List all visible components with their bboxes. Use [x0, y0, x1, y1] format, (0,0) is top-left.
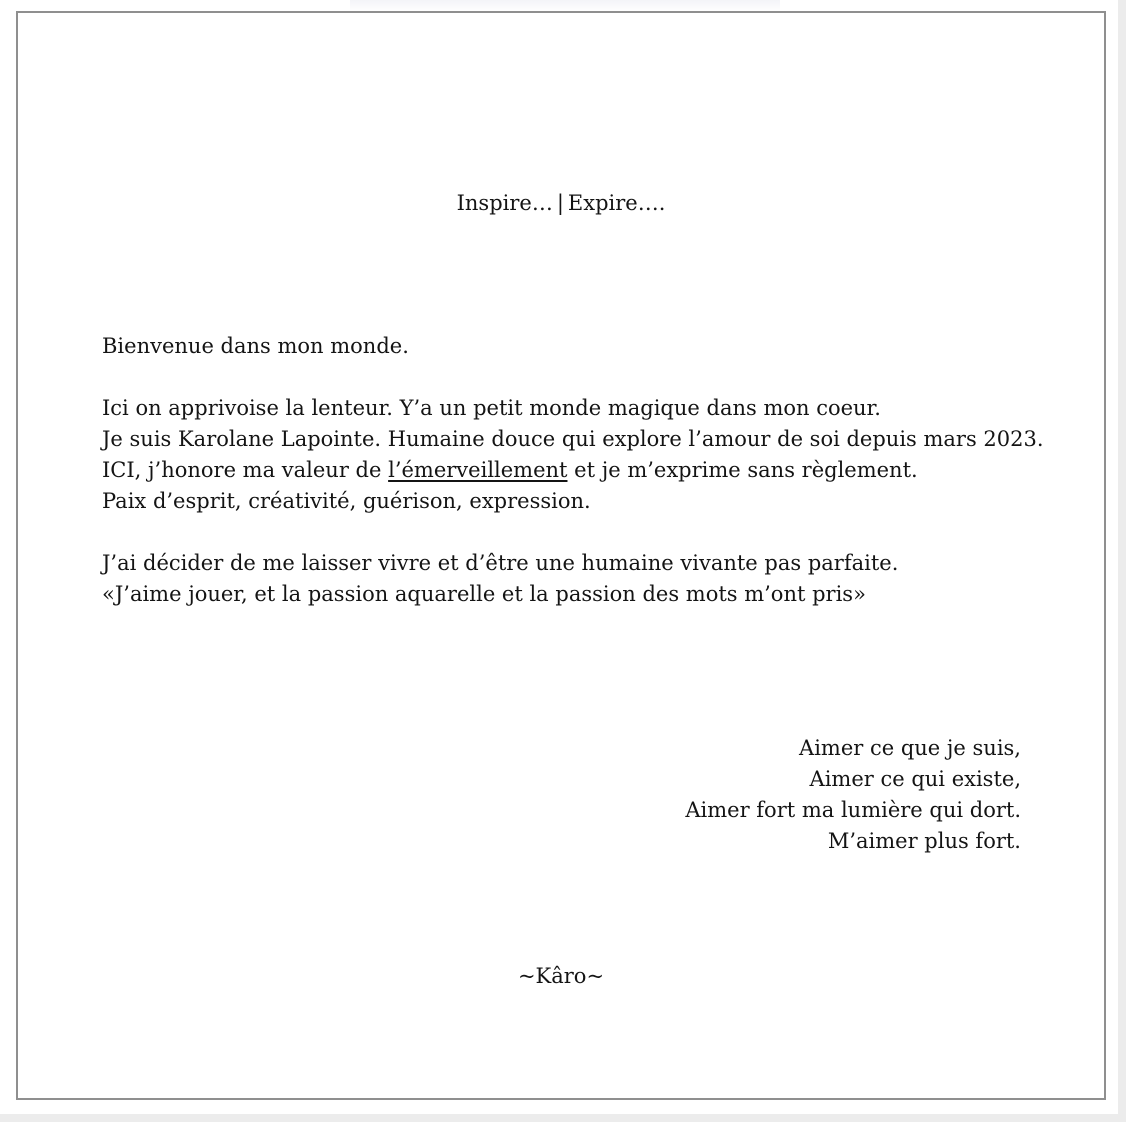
intro-line: Paix d’esprit, créativité, guérison, expression. [102, 489, 591, 513]
intro-line-values [102, 455, 1044, 486]
header-separator: | [556, 191, 564, 215]
intro-line: Ici on apprivoise la lenteur. Y’a un petit monde magique dans mon coeur. [102, 396, 881, 420]
emerveillement-underlined: l’émerveillement [388, 458, 568, 482]
poem [685, 733, 1021, 857]
intro-line: Je suis Karolane Lapointe. Humaine douce qui explore l’amour de soi depuis mars 2023. [102, 427, 1044, 451]
intro-line: J’ai décider de me laisser vivre et d’être une humaine vivante pas parfaite. [102, 551, 899, 575]
values-text-after: et je m’exprime sans règlement. [567, 458, 918, 482]
intro-quote: «J’aime jouer, et la passion aquarelle et la passion des mots m’ont pris» [102, 582, 866, 606]
header-expire: Expire…. [567, 191, 666, 215]
page-header [18, 188, 1104, 219]
greeting: Bienvenue dans mon monde. [102, 334, 409, 358]
blank-line [102, 517, 1044, 548]
poem-line: Aimer ce qui existe, [809, 767, 1021, 791]
blank-line [102, 362, 1044, 393]
values-text-before: ICI, j’honore ma valeur de [102, 458, 389, 482]
signature: ~Kâro~ [517, 964, 605, 988]
poem-line: Aimer fort ma lumière qui dort. [685, 798, 1021, 822]
poem-line: Aimer ce que je suis, [799, 736, 1021, 760]
intro-text [102, 331, 1044, 610]
header-inspire: Inspire… [456, 191, 553, 215]
poem-line: M’aimer plus fort. [827, 829, 1021, 853]
document-frame [16, 11, 1106, 1100]
